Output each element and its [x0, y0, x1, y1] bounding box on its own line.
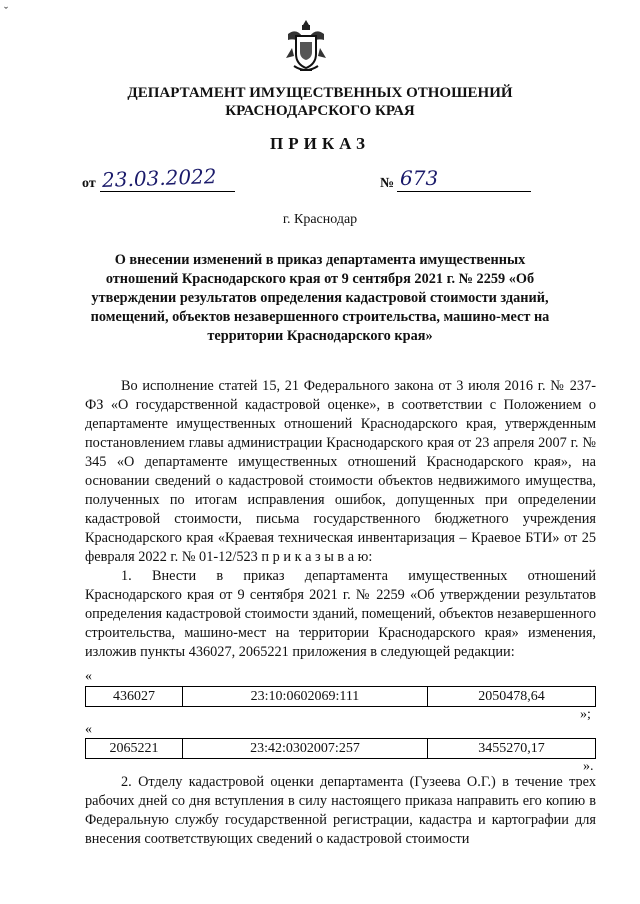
date-value: 23.03.2022 [101, 164, 217, 192]
date-label: от [82, 176, 96, 191]
table-row [86, 687, 596, 707]
cadastral-value: 2050478,64 [428, 687, 596, 707]
clause-1-text: 1. Внести в приказ департамента имущественных отношений Краснодарского края от 9 сентября 2021 г. № 2259 «Об утверждении результатов определения кадастровой стоимости зданий, помещений, объектов незавершенного строительства, машино-мест на территории Краснодарского края» изменения, изложив пункты 436027, 2065221 приложения в следующей редакции: [85, 568, 596, 660]
cadastral-number: 23:42:0302007:257 [183, 739, 428, 759]
number-underline [397, 191, 531, 192]
clause-2-paragraph [85, 773, 596, 849]
open-quote-1: « [85, 669, 92, 684]
number-label: № [380, 176, 395, 191]
clause-1-paragraph [85, 567, 596, 662]
table-row [86, 739, 596, 759]
cadastral-number: 23:10:0602069:111 [183, 687, 428, 707]
document-title: О внесении изменений в приказ департамента имущественных отношений Краснодарского края от 9 сентября 2021 г. № 2259 «Об утверждении результатов определения кадастровой стоимости зданий, помещений, объектов незавершенного строительства, машино-мест на территории Краснодарского края» [90, 252, 550, 344]
row-number: 436027 [86, 687, 183, 707]
clause-2-text: 2. Отделу кадастровой оценки департамента (Гузеева О.Г.) в течение трех рабочих дней со дня вступления в силу настоящего приказа направить его копию в Федеральную службу государственной регистрации, кадастра и картографии для внесения соответствующих сведений о кадастровой стоимости [85, 774, 596, 847]
cadastral-value: 3455270,17 [428, 739, 596, 759]
preamble-paragraph [85, 377, 596, 567]
preamble-text: Во исполнение статей 15, 21 Федерального закона от 3 июля 2016 г. № 237-ФЗ «О государственной кадастровой оценке», в соответствии с Положением о департаменте имущественных отношений Краснодарского края, утвержденным постановлением главы администрации Краснодарского края от 23 апреля 2007 г. № 345 «О департаменте имущественных отношений Краснодарского края», на основании сведений о кадастровой стоимости объектов недвижимого имущества, полученных по итогам исправления ошибок, допущенных при определении кадастровой стоимости, письма государственного бюджетного учреждения Краснодарского края «Краевая техническая инвентаризация – Краевое БТИ» от 25 февраля 2022 г. № 01-12/523 п р и к а з ы в а ю: [85, 378, 596, 565]
corner-mark: ˇ [4, 4, 8, 18]
row-number: 2065221 [86, 739, 183, 759]
city: г. Краснодар [282, 212, 358, 227]
coat-of-arms-icon [282, 18, 330, 74]
close-quote-1: »; [580, 707, 591, 722]
department-name-line2: КРАСНОДАРСКОГО КРАЯ [225, 103, 415, 119]
open-quote-2: « [85, 722, 92, 737]
cadastral-table-1 [85, 686, 596, 707]
close-quote-2: ». [583, 759, 594, 774]
cadastral-table-2 [85, 738, 596, 759]
number-value: 673 [400, 166, 439, 190]
department-name-line1: ДЕПАРТАМЕНТ ИМУЩЕСТВЕННЫХ ОТНОШЕНИЙ [127, 85, 513, 101]
document-type: ПРИКАЗ [270, 134, 370, 153]
